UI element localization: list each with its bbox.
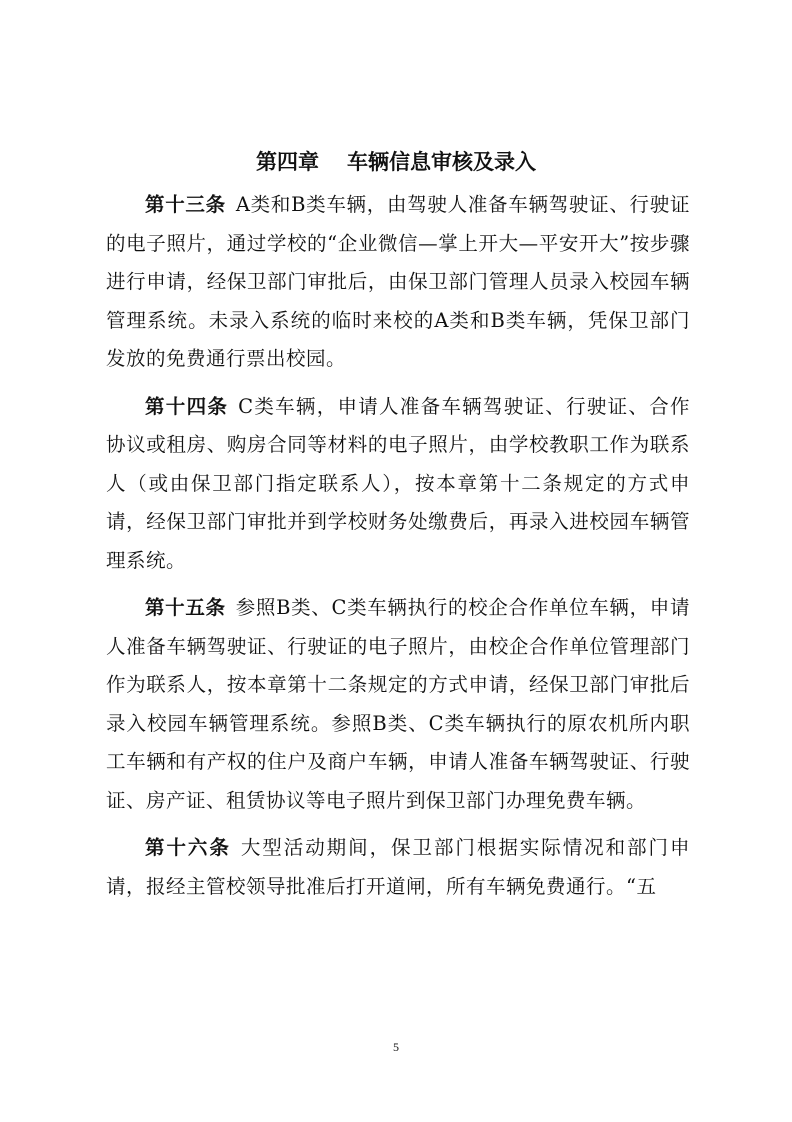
document-body: [106, 186, 690, 915]
article-text: C类车辆，申请人准备车辆驾驶证、行驶证、合作协议或租房、购房合同等材料的电子照片，由学校教职工作为联系人（或由保卫部门指定联系人），按本章第十二条规定的方式申请，经保卫部门审批并到学校财务处缴费后，再录入进校园车辆管理系统。: [106, 394, 690, 572]
chapter-title: [0, 146, 792, 176]
page-number: 5: [393, 1040, 399, 1054]
article-16: [106, 829, 690, 906]
article-text: 大型活动期间，保卫部门根据实际情况和部门申请，报经主管校领导批准后打开道闸，所有车辆免费通行。“五: [106, 836, 690, 898]
chapter-number: 第四章: [256, 150, 319, 174]
article-text: 参照B类、C类车辆执行的校企合作单位车辆，申请人准备车辆驾驶证、行驶证的电子照片，由校企合作单位管理部门作为联系人，按本章第十二条规定的方式申请，经保卫部门审批后录入校园车辆管理系统。参照B类、C类车辆执行的原农机所内职工车辆和有产权的住户及商户车辆，申请人准备车辆驾驶证、行驶证、房产证、租赁协议等电子照片到保卫部门办理免费车辆。: [106, 596, 690, 812]
article-13: [106, 186, 690, 379]
article-15: [106, 589, 690, 820]
article-label: 第十六条: [145, 836, 231, 859]
article-label: 第十三条: [145, 193, 226, 216]
article-label: 第十五条: [145, 596, 226, 619]
article-text: A类和B类车辆，由驾驶人准备车辆驾驶证、行驶证的电子照片，通过学校的“企业微信—掌上开大—平安开大”按步骤进行申请，经保卫部门审批后，由保卫部门管理人员录入校园车辆管理系统。未录入系统的临时来校的A类和B类车辆，凭保卫部门发放的免费通行票出校园。: [106, 193, 690, 370]
chapter-heading-text: 车辆信息审核及录入: [347, 150, 536, 174]
article-label: 第十四条: [145, 394, 229, 418]
article-14: [106, 388, 690, 581]
